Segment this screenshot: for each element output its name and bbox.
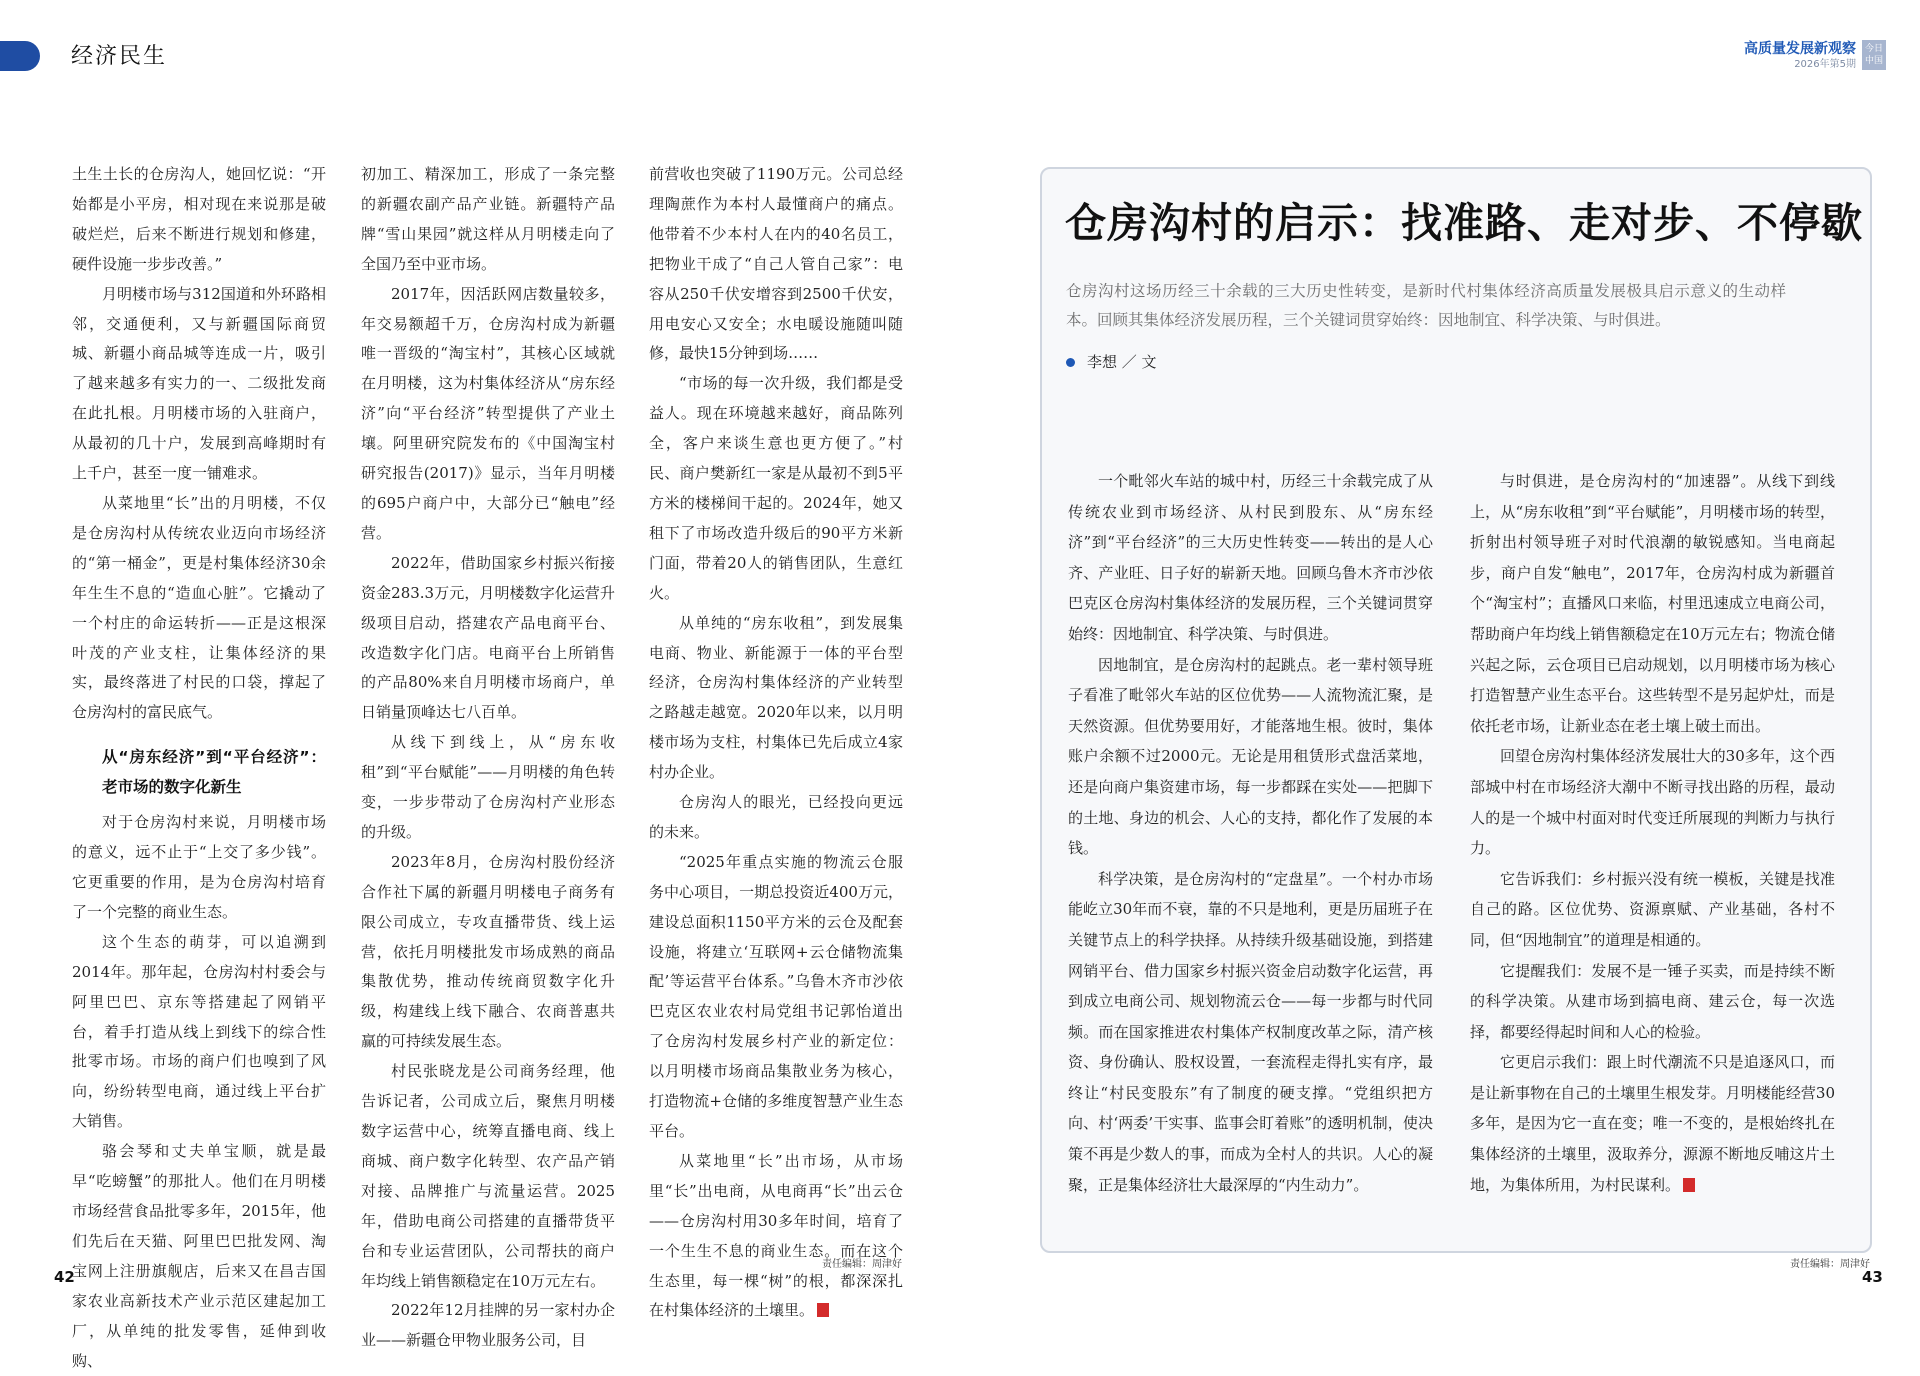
- paragraph-text: 仓房沟人的眼光，已经投向更远的未来。: [649, 793, 903, 841]
- paragraph: [72, 928, 326, 1137]
- subheading: [72, 742, 326, 802]
- page-number-right: 43: [1862, 1268, 1883, 1286]
- column-title: 高质量发展新观察: [1744, 41, 1856, 57]
- paragraph-text: 2022年，借助国家乡村振兴衔接资金283.3万元，月明楼数字化运营升级项目启动，搭建农产品电商平台、改造数字化门店。电商平台上所销售的产品80%来自月明楼市场商户，单日销量顶峰达七八百单。: [361, 553, 615, 722]
- magazine-header-text: [1744, 40, 1856, 71]
- paragraph-text: 村民张晓龙是公司商务经理，他告诉记者，公司成立后，聚焦月明楼数字运营中心，统筹直播电商、线上商城、商户数字化转型、农产品产销对接、品牌推广与流量运营。2025年，借助电商公司搭建的直播带货平台和专业运营团队，公司帮扶的商户年均线上销售额稳定在10万元左右。: [361, 1062, 615, 1290]
- commentary-lead: 仓房沟村这场历经三十余载的三大历史性转变，是新时代村集体经济高质量发展极具启示意义的生动样本。回顾其集体经济发展历程，三个关键词贯穿始终：因地制宜、科学决策、与时俱进。: [1066, 282, 1786, 329]
- paragraph: 一个毗邻火车站的城中村，历经三十余载完成了从传统农业到市场经济、从村民到股东、从“房东经济”到“平台经济”的三大历史性转变——转出的是人心齐、产业旺、日子好的崭新天地。回顾乌鲁木齐市沙依巴克区仓房沟村集体经济的发展历程，三个关键词贯穿始终：因地制宜、科学决策、与时俱进。: [1068, 472, 1433, 643]
- paragraph: [649, 848, 903, 1147]
- article-column-2: [361, 160, 615, 1356]
- paragraph-text: 它更启示我们：跟上时代潮流不只是追逐风口，而是让新事物在自己的土壤里生根发芽。月明楼能经营30多年，是因为它一直在变；唯一不变的，是根始终扎在集体经济的土壤里，汲取养分，源源不断地反哺这片土地，为集体所用，为村民谋利。: [1470, 1053, 1835, 1194]
- magazine-header: [1744, 40, 1886, 71]
- paragraph: [649, 369, 903, 608]
- commentary-end-mark-icon: [1683, 1178, 1695, 1192]
- subheading-text: 从“房东经济”到“平台经济”：老市场的数字化新生: [102, 748, 326, 797]
- commentary-title: 仓房沟村的启示：找准路、走对步、不停歇: [1065, 199, 1863, 247]
- bullet-dot-icon: [1066, 358, 1075, 367]
- paragraph-text: 土生土长的仓房沟人，她回忆说：“开始都是小平房，相对现在来说那是破破烂烂，后来不断进行规划和修建，硬件设施一步步改善。”: [72, 165, 326, 273]
- issue-label: 2026年第5期: [1794, 59, 1856, 70]
- paragraph: [649, 1147, 903, 1326]
- paragraph: 与时俱进，是仓房沟村的“加速器”。从线下到线上，从“房东收租”到“平台赋能”，月明楼市场的转型，折射出村领导班子对时代浪潮的敏锐感知。当电商起步，商户自发“触电”，2017年，仓房沟村成为新疆首个“淘宝村”；直播风口来临，村里迅速成立电商公司，帮助商户年均线上销售额稳定在10万元左右；物流仓储兴起之际，云仓项目已启动规划，以月明楼市场为核心打造智慧产业生态平台。这些转型不是另起炉灶，而是依托老市场，让新业态在老土壤上破土而出。: [1470, 472, 1835, 735]
- article-end-mark-icon: [817, 1303, 829, 1317]
- editor-credit-left: 责任编辑：周津好: [822, 1259, 902, 1270]
- paragraph: [72, 280, 326, 489]
- paragraph-text: 前营收也突破了1190万元。公司总经理陶蔗作为本村人最懂商户的痛点。他带着不少本村人在内的40名员工，把物业干成了“自己人管自己家”：电容从250千伏安增容到2500千伏安，用电安心又安全；水电暖设施随叫随修，最快15分钟到场……: [649, 165, 903, 363]
- paragraph-text: 月明楼市场与312国道和外环路相邻，交通便利，又与新疆国际商贸城、新疆小商品城等连成一片，吸引了越来越多有实力的一、二级批发商在此扎根。月明楼市场的入驻商户，从最初的几十户，发展到高峰期时有上千户，甚至一度一铺难求。: [72, 284, 326, 483]
- byline-text: 李想 ／ 文: [1087, 353, 1157, 371]
- paragraph-text: 从线下到线上，从“房东收租”到“平台赋能”——月明楼的角色转变，一步步带动了仓房沟村产业形态的升级。: [361, 733, 615, 841]
- paragraph: [72, 808, 326, 928]
- paragraph-text: 2017年，因活跃网店数量较多，年交易额超千万，仓房沟村成为新疆唯一晋级的“淘宝村”，其核心区域就在月明楼，这为村集体经济从“房东经济”向“平台经济”转型提供了产业土壤。阿里研究院发布的《中国淘宝村研究报告(2017)》显示，当年月明楼的695户商户中，大部分已“触电”经营。: [361, 284, 615, 542]
- paragraph-text: “市场的每一次升级，我们都是受益人。现在环境越来越好，商品陈列全，客户来谈生意也更方便了。”村民、商户樊新红一家是从最初不到5平方米的楼梯间干起的。2024年，她又租下了市场改造升级后的90平方米新门面，带着20人的销售团队，生意红火。: [649, 374, 903, 602]
- commentary-column-1: [1068, 466, 1433, 1200]
- paragraph-text: 对于仓房沟村来说，月明楼市场的意义，远不止于“上交了多少钱”。它更重要的作用，是为仓房沟村培育了一个完整的商业生态。: [72, 813, 326, 921]
- article-column-1: [72, 160, 326, 1376]
- paragraph-text: 初加工、精深加工，形成了一条完整的新疆农副产品产业链。新疆特产品牌“雪山果园”就这样从月明楼走向了全国乃至中亚市场。: [361, 165, 615, 273]
- paragraph: [361, 160, 615, 280]
- paragraph-text: 骆会琴和丈夫单宝顺，就是最早“吃螃蟹”的那批人。他们在月明楼市场经营食品批零多年，2015年，他们先后在天猫、阿里巴巴批发网、淘宝网上注册旗舰店，后来又在昌吉国家农业高新技术产业示范区建起加工厂，从单纯的批发零售，延伸到收购、: [72, 1142, 326, 1370]
- commentary-column-2: [1470, 466, 1835, 1200]
- paragraph: [649, 609, 903, 788]
- byline: [1066, 351, 1157, 373]
- paragraph: 科学决策，是仓房沟村的“定盘星”。一个村办市场能屹立30年而不衰，靠的不只是地利，更是历届班子在关键节点上的科学抉择。从持续升级基础设施，到搭建网销平台、借力国家乡村振兴资金启动数字化运营，再到成立电商公司、规划物流云仓——每一步都与时代同频。而在国家推进农村集体产权制度改革之际，清产核资、身份确认、股权设置，一套流程走得扎实有序，最终让“村民变股东”有了制度的硬支撑。“党组织把方向、村‘两委’干实事、监事会盯着账”的透明机制，使决策不再是少数人的事，而成为全村人的共识。人心的凝聚，正是集体经济壮大最深厚的“内生动力”。: [1068, 869, 1433, 1194]
- paragraph: [1470, 1047, 1835, 1200]
- magazine-badge-logo: 今日中国: [1862, 40, 1886, 70]
- section-tab-marker: [0, 41, 40, 71]
- paragraph-text: “2025年重点实施的物流云仓服务中心项目，一期总投资近400万元，建设总面积1150平方米的云仓及配套设施，将建立‘互联网+云仓储物流集配’等运营平台体系。”乌鲁木齐市沙依巴克区农业农村局党组书记郭怡道出了仓房沟村发展乡村产业的新定位：以月明楼市场商品集散业务为核心，打造物流+仓储的多维度智慧产业生态平台。: [649, 852, 903, 1140]
- paragraph: [361, 1057, 615, 1296]
- paragraph: [361, 280, 615, 549]
- paragraph-text: 从菜地里“长”出市场，从市场里“长”出电商，从电商再“长”出云仓——仓房沟村用30多年时间，培育了一个生生不息的商业生态。而在这个生态里，每一棵“树”的根，都深深扎在村集体经济的土壤里。: [649, 1151, 903, 1320]
- paragraph: 它提醒我们：发展不是一锤子买卖，而是持续不断的科学决策。从建市场到搞电商、建云仓，每一次选择，都要经得起时间和人心的检验。: [1470, 961, 1835, 1041]
- paragraph: [649, 160, 903, 369]
- paragraph: [361, 848, 615, 1057]
- paragraph: [361, 728, 615, 848]
- paragraph: [72, 489, 326, 728]
- page-number-left: 42: [54, 1268, 75, 1286]
- paragraph: 因地制宜，是仓房沟村的起跳点。老一辈村领导班子看准了毗邻火车站的区位优势——人流物流汇聚，是天然资源。但优势要用好，才能落地生根。彼时，集体账户余额不过2000元。无论是用租赁形式盘活菜地，还是向商户集资建市场，每一步都踩在实处——把脚下的土地、身边的机会、人心的支持，都化作了发展的本钱。: [1068, 655, 1433, 858]
- paragraph: [361, 1296, 615, 1356]
- paragraph: [72, 1137, 326, 1376]
- paragraph-text: 从菜地里“长”出的月明楼，不仅是仓房沟村从传统农业迈向市场经济的“第一桶金”，更是村集体经济30余年生生不息的“造血心脏”。它撬动了一个村庄的命运转折——正是这根深叶茂的产业支柱，让集体经济的果实，最终落进了村民的口袋，撑起了仓房沟村的富民底气。: [72, 493, 326, 722]
- paragraph-text: 2022年12月挂牌的另一家村办企业——新疆仓甲物业服务公司，目: [361, 1301, 615, 1350]
- paragraph-text: 2023年8月，仓房沟村股份经济合作社下属的新疆月明楼电子商务有限公司成立，专攻直播带货、线上运营，依托月明楼批发市场成熟的商品集散优势，推动传统商贸数字化升级，构建线上线下融合、农商普惠共赢的可持续发展生态。: [361, 852, 615, 1051]
- paragraph-text: 从单纯的“房东收租”，到发展集电商、物业、新能源于一体的平台型经济，仓房沟村集体经济的产业转型之路越走越宽。2020年以来，以月明楼市场为支柱，村集体已先后成立4家村办企业。: [649, 613, 903, 782]
- article-column-3: [649, 160, 903, 1326]
- section-title: 经济民生: [71, 44, 168, 69]
- paragraph: [649, 788, 903, 848]
- editor-credit-right: 责任编辑：周津好: [1790, 1259, 1870, 1270]
- paragraph-text: 这个生态的萌芽，可以追溯到2014年。那年起，仓房沟村村委会与阿里巴巴、京东等搭建起了网销平台，着手打造从线上到线下的综合性批零市场。市场的商户们也嗅到了风向，纷纷转型电商，通过线上平台扩大销售。: [72, 932, 326, 1131]
- paragraph: [72, 160, 326, 280]
- paragraph: [361, 549, 615, 728]
- paragraph: 回望仓房沟村集体经济发展壮大的30多年，这个西部城中村在市场经济大潮中不断寻找出路的历程，最动人的是一个城中村面对时代变迁所展现的判断力与执行力。: [1470, 747, 1835, 858]
- paragraph: 它告诉我们：乡村振兴没有统一模板，关键是找准自己的路。区位优势、资源禀赋、产业基础，各村不同，但“因地制宜”的道理是相通的。: [1470, 869, 1835, 949]
